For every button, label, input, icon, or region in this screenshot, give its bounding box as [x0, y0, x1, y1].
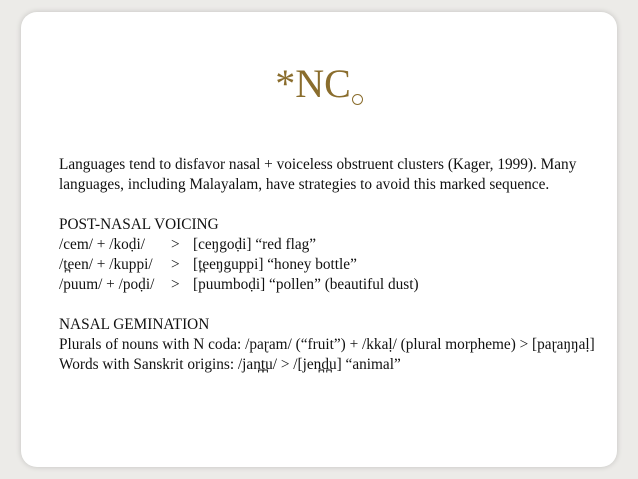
- slide-content: [59, 155, 638, 375]
- example-output: [t̪eeŋguppi] “honey bottle”: [193, 256, 357, 273]
- example-input: /cem/ + /koḍi/: [59, 236, 145, 253]
- spacer: [59, 295, 638, 315]
- voicing-example-row: [59, 255, 638, 275]
- slide-title: [21, 61, 617, 106]
- voiceless-ring-diacritic-icon: [352, 94, 363, 105]
- gemination-line-1: Plurals of nouns with N coda: /paɽam/ (“fruit”) + /kkaḷ/ (plural morpheme) > [paɽaŋŋaḷ]: [59, 336, 595, 353]
- example-arrow: >: [171, 256, 180, 273]
- example-output: [ceŋgoḍi] “red flag”: [193, 236, 317, 253]
- voicing-heading: POST-NASAL VOICING: [59, 216, 219, 233]
- spacer: [59, 195, 638, 215]
- voicing-example-row: [59, 235, 638, 255]
- example-arrow: >: [171, 276, 180, 293]
- voicing-example-row: [59, 275, 638, 295]
- slide-card: [21, 12, 617, 467]
- intro-line-1: Languages tend to disfavor nasal + voiceless obstruent clusters (Kager, 1999). Many: [59, 156, 577, 173]
- gemination-heading: NASAL GEMINATION: [59, 316, 210, 333]
- example-input: /t̪een/ + /kuppi/: [59, 256, 153, 273]
- example-arrow: >: [171, 236, 180, 253]
- example-output: [puumboḍi] “pollen” (beautiful dust): [193, 276, 419, 293]
- intro-line-2: languages, including Malayalam, have strategies to avoid this marked sequence.: [59, 176, 550, 193]
- slide-title-text: *NC: [275, 61, 351, 106]
- gemination-line-2: Words with Sanskrit origins: /jan̪t̪u/ > /[jen̪d̪u] “animal”: [59, 356, 401, 373]
- example-input: /puum/ + /poḍi/: [59, 276, 155, 293]
